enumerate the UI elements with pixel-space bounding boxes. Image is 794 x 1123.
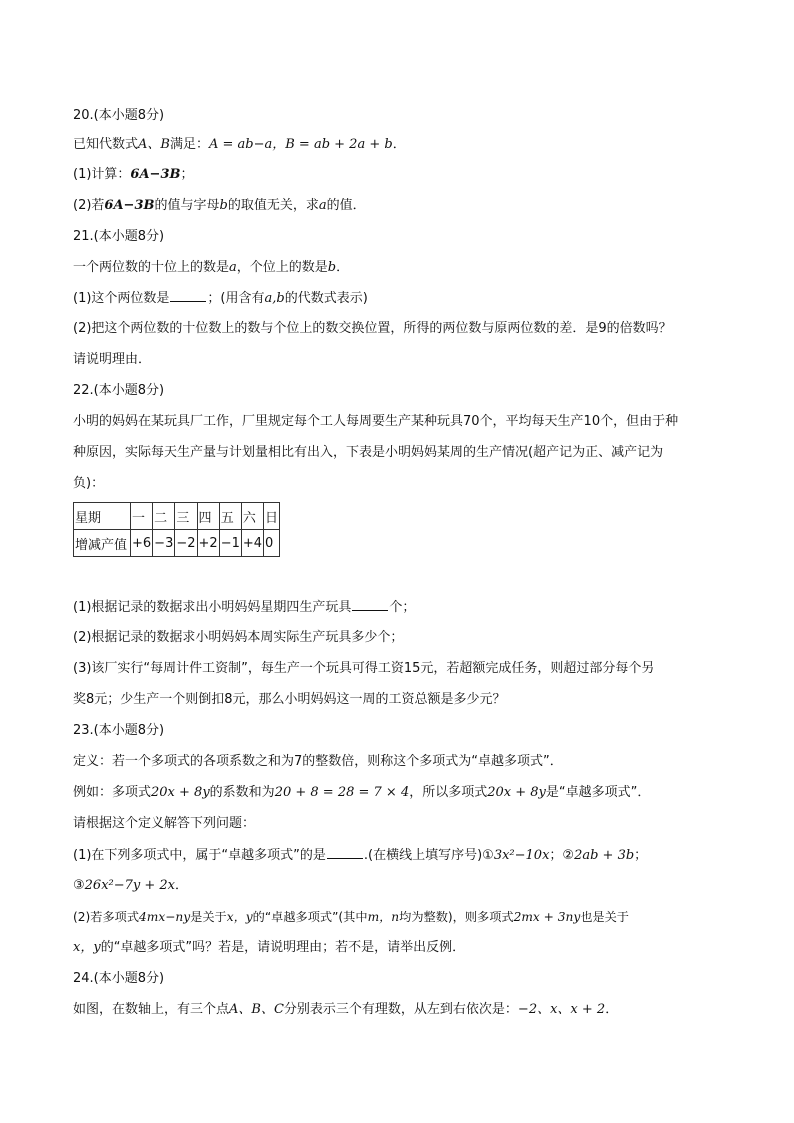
math: x，y [73, 940, 101, 955]
math: A、B [138, 137, 170, 152]
text: 的值与字母 [154, 198, 220, 213]
q22-intro-line2: 种原因，实际每天生产量与计划量相比有出入，下表是小明妈妈某周的生产情况(超产记为正、减产记为 [73, 445, 664, 460]
text: 例如：多项式 [73, 785, 152, 800]
q22-intro-line3: 负)： [73, 476, 105, 491]
math: −2、x、x + 2 [517, 1002, 606, 1017]
text: (2)若多项式 [73, 910, 140, 924]
text: 的取值无关，求 [227, 198, 319, 213]
text: 均为整数)，则多项式 [399, 910, 514, 924]
text: 的“卓越多项式”(其中 [252, 910, 368, 924]
q22-part3-line1: (3)该厂实行“每周计件工资制”，每生产一个玩具可得工资15元，若超额完成任务，则超过部分每个另 [73, 661, 655, 676]
math: b [219, 198, 228, 213]
table-row [74, 530, 280, 557]
text: 的“卓越多项式”吗？若是，请说明理由；若不是，请举出反例． [100, 940, 466, 955]
table-cell: 六 [241, 503, 263, 530]
table-cell: +6 [131, 530, 153, 557]
text: 的值． [326, 198, 366, 213]
table-cell: 0 [264, 530, 280, 557]
text: ③ [73, 878, 85, 893]
math: 6A−3B [104, 198, 155, 213]
q23-part1-line2 [73, 877, 188, 895]
math: 3x²−10x [493, 848, 550, 863]
q22-part1 [73, 598, 415, 617]
q20-intro [73, 136, 406, 154]
q22-part3-line2: 奖8元；少生产一个则倒扣8元，那么小明妈妈这一周的工资总额是多少元？ [73, 692, 506, 707]
math: 20x + 8y [151, 785, 210, 800]
text: ；(用含有 [207, 291, 265, 306]
q20-part1 [73, 166, 194, 184]
table-cell: 星期 [74, 503, 131, 530]
answer-blank[interactable] [170, 289, 206, 302]
math: 2ab + 3b [574, 848, 635, 863]
q23-part2-line1 [73, 908, 629, 926]
table-cell: −2 [175, 530, 197, 557]
table-cell: 增减产值 [74, 530, 131, 557]
text: 个； [389, 600, 416, 615]
text: ． [336, 260, 350, 275]
text: ． [605, 1002, 619, 1017]
q24-intro [73, 1001, 618, 1019]
text: 如图，在数轴上，有三个点 [73, 1002, 230, 1017]
text: (1)根据记录的数据求出小明妈妈星期四生产玩具 [73, 600, 352, 615]
math: 2mx + 3ny [513, 910, 581, 924]
text: ，所以多项式 [409, 785, 488, 800]
table-cell: 一 [131, 503, 153, 530]
q23-definition: 定义：若一个多项式的各项系数之和为7的整数倍，则称这个多项式为“卓越多项式”． [73, 754, 563, 769]
text: 的代数式表示) [284, 291, 368, 306]
math: m，n [367, 910, 400, 924]
answer-blank[interactable] [327, 846, 363, 859]
q23-part1-line1 [73, 846, 647, 865]
q20-header: 20.(本小题8分) [73, 108, 165, 123]
q24-header: 24.(本小题8分) [73, 971, 165, 986]
math: A = ab−a，B = ab + 2a + b [208, 137, 393, 152]
text: (1)计算： [73, 167, 131, 182]
math: a [229, 260, 237, 275]
q23-part2-line2 [73, 939, 465, 957]
text: 也是关于 [580, 910, 629, 924]
q22-header: 22.(本小题8分) [73, 383, 165, 398]
text: 已知代数式 [73, 137, 139, 152]
text: 满足： [169, 137, 209, 152]
math: A、B、C [229, 1002, 284, 1017]
production-table [73, 502, 280, 557]
table-cell: −3 [153, 530, 175, 557]
q21-part2-line1: (2)把这个两位数的十位数上的数与个位上的数交换位置，所得的两位数与原两位数的差．是9的倍数吗？ [73, 321, 672, 336]
q23-header: 23.(本小题8分) [73, 723, 165, 738]
text: ． [175, 878, 189, 893]
math: 6A−3B [130, 167, 181, 182]
text: 是“卓越多项式”． [545, 785, 651, 800]
table-cell: +2 [197, 530, 219, 557]
text: .(在横线上填写序号)① [363, 848, 494, 863]
q23-example [73, 784, 650, 802]
q22-part2: (2)根据记录的数据求小明妈妈本周实际生产玩具多少个； [73, 630, 404, 645]
text: ； [634, 848, 648, 863]
math: x，y [226, 910, 253, 924]
math: a,b [264, 291, 285, 306]
answer-blank[interactable] [352, 598, 388, 611]
table-cell: +4 [241, 530, 263, 557]
math: 26x²−7y + 2x [84, 878, 176, 893]
text: ； [180, 167, 194, 182]
text: 是关于 [190, 910, 227, 924]
table-row [74, 503, 280, 530]
text: 分别表示三个有理数，从左到右依次是： [283, 1002, 518, 1017]
table-cell: 日 [264, 503, 280, 530]
math: 20 + 8 = 28 = 7 × 4 [274, 785, 410, 800]
text: (2)若 [73, 198, 105, 213]
text: 一个两位数的十位上的数是 [73, 260, 230, 275]
text: ，个位上的数是 [236, 260, 328, 275]
q21-intro [73, 259, 349, 277]
q21-header: 21.(本小题8分) [73, 229, 165, 244]
text: ；② [549, 848, 575, 863]
q21-part1 [73, 289, 368, 308]
math: 4mx−ny [139, 910, 191, 924]
math: 20x + 8y [487, 785, 546, 800]
q23-instruction: 请根据这个定义解答下列问题： [73, 816, 256, 831]
q20-part2 [73, 197, 366, 215]
q22-intro-line1: 小明的妈妈在某玩具厂工作，厂里规定每个工人每周要生产某种玩具70个，平均每天生产10个，但由于种 [73, 414, 679, 429]
table-cell: 五 [219, 503, 241, 530]
table-cell: 四 [197, 503, 219, 530]
math: b [327, 260, 337, 275]
text: (1)这个两位数是 [73, 291, 170, 306]
table-cell: 二 [153, 503, 175, 530]
table-cell: 三 [175, 503, 197, 530]
q21-part2-line2: 请说明理由． [73, 352, 152, 367]
text: 的系数和为 [209, 785, 275, 800]
text: (1)在下列多项式中，属于“卓越多项式”的是 [73, 848, 326, 863]
math: a [318, 198, 327, 213]
table-cell: −1 [219, 530, 241, 557]
text: ． [392, 137, 406, 152]
